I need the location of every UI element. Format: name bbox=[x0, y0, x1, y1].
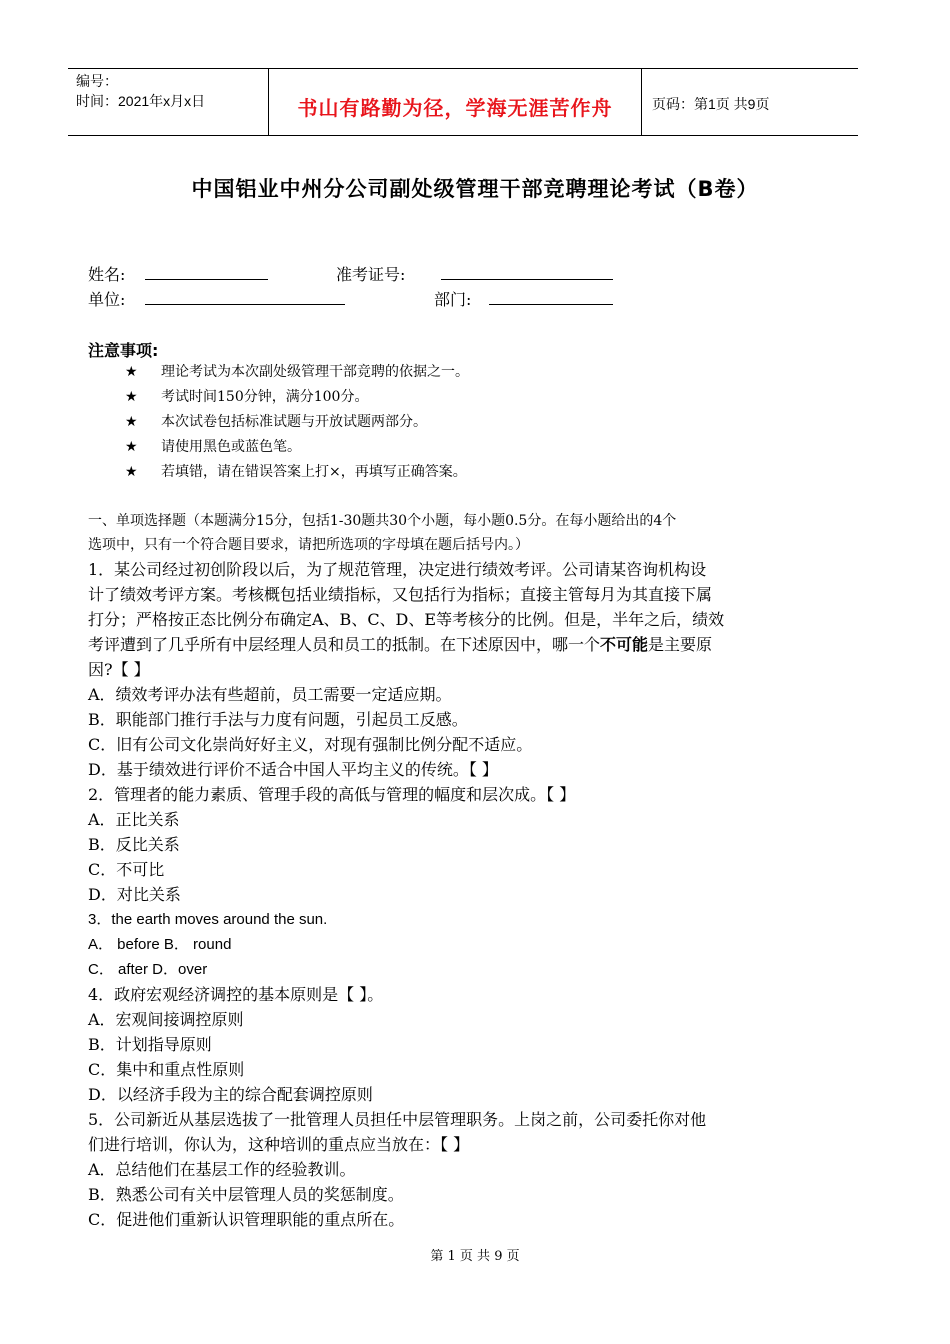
name-label: 姓名: bbox=[88, 265, 126, 284]
question-3: 3．the earth moves around the sun. bbox=[88, 911, 328, 928]
question-5-line: 们进行培训，你认为，这种培训的重点应当放在：【 】 bbox=[88, 1135, 470, 1154]
unit-label: 单位: bbox=[88, 290, 126, 309]
note-item bbox=[125, 386, 368, 406]
exam-id-field[interactable] bbox=[441, 279, 613, 280]
question-1-line: 打分；严格按正态比例分布确定A、B、C、D、E等考核分的比例。但是，半年之后，绩效 bbox=[88, 610, 725, 629]
question-1-option-b: B．职能部门推行手法与力度有问题，引起员工反感。 bbox=[88, 710, 468, 729]
document-time-label: 时间：2021年x月x日 bbox=[76, 93, 206, 109]
question-2-option-d: D．对比关系 bbox=[88, 885, 181, 904]
question-2-option-c: C．不可比 bbox=[88, 860, 165, 879]
question-4: 4．政府宏观经济调控的基本原则是【 】。 bbox=[88, 985, 384, 1004]
note-item bbox=[125, 361, 469, 381]
header-right-cell bbox=[642, 69, 858, 135]
question-3-options-ab: A． before B． round bbox=[88, 936, 232, 953]
note-item bbox=[125, 461, 467, 481]
question-1-option-d: D．基于绩效进行评价不适合中国人平均主义的传统。【 】 bbox=[88, 760, 498, 779]
dept-field[interactable] bbox=[489, 304, 613, 305]
note-text: 本次试卷包括标准试题与开放试题两部分。 bbox=[161, 414, 427, 430]
section-heading-line2: 选项中，只有一个符合题目要求，请把所选项的字母填在题后括号内。） bbox=[88, 537, 529, 553]
question-1-option-c: C．旧有公司文化崇尚好好主义，对现有强制比例分配不适应。 bbox=[88, 735, 533, 754]
question-3-options-cd: C． after D．over bbox=[88, 961, 208, 978]
note-text: 若填错，请在错误答案上打×，再填写正确答案。 bbox=[161, 464, 467, 480]
star-icon: ★ bbox=[125, 389, 138, 405]
question-1-line bbox=[88, 632, 848, 657]
question-1-line: 1．某公司经过初创阶段以后，为了规范管理，决定进行绩效考评。公司请某咨询机构设 bbox=[88, 560, 707, 579]
star-icon: ★ bbox=[125, 364, 138, 380]
star-icon: ★ bbox=[125, 439, 138, 455]
question-2-option-b: B．反比关系 bbox=[88, 835, 180, 854]
question-2-option-a: A．正比关系 bbox=[88, 810, 180, 829]
question-5-line: 5．公司新近从基层选拔了一批管理人员担任中层管理职务。上岗之前，公司委托你对他 bbox=[88, 1110, 707, 1129]
question-4-option-a: A．宏观间接调控原则 bbox=[88, 1010, 244, 1029]
question-1-answer-bracket[interactable]: 因?【 】 bbox=[88, 660, 150, 679]
header-page-number: 页码：第1页 共9页 bbox=[652, 96, 770, 112]
question-1-line: 计了绩效考评方案。考核概包括业绩指标，又包括行为指标；直接主管每月为其直接下属 bbox=[88, 585, 713, 604]
note-text: 理论考试为本次副处级管理干部竞聘的依据之一。 bbox=[161, 364, 469, 380]
question-2: 2．管理者的能力素质、管理手段的高低与管理的幅度和层次成。【 】 bbox=[88, 785, 576, 804]
note-text: 考试时间150分钟，满分100分。 bbox=[161, 389, 369, 405]
page-footer: 第 1 页 共 9 页 bbox=[430, 1249, 520, 1264]
notes-title: 注意事项: bbox=[88, 341, 159, 360]
exam-id-label: 准考证号: bbox=[336, 265, 406, 284]
note-item bbox=[125, 436, 301, 456]
header-left-cell bbox=[68, 69, 269, 135]
note-item bbox=[125, 411, 427, 431]
question-4-option-b: B．计划指导原则 bbox=[88, 1035, 212, 1054]
question-5-option-c: C．促进他们重新认识管理职能的重点所在。 bbox=[88, 1210, 405, 1229]
star-icon: ★ bbox=[125, 414, 138, 430]
header-motto: 书山有路勤为径，学海无涯苦作舟 bbox=[297, 96, 613, 120]
document-number-label: 编号： bbox=[76, 73, 118, 89]
question-1-option-a: A．绩效考评办法有些超前，员工需要一定适应期。 bbox=[88, 685, 452, 704]
unit-field[interactable] bbox=[145, 304, 345, 305]
note-text: 请使用黑色或蓝色笔。 bbox=[161, 439, 301, 455]
dept-label: 部门: bbox=[434, 290, 472, 309]
exam-title: 中国铝业中州分公司副处级管理干部竞聘理论考试（B卷） bbox=[191, 177, 759, 201]
star-icon: ★ bbox=[125, 464, 138, 480]
question-1-text: 考评遭到了几乎所有中层经理人员和员工的抵制。在下述原因中，哪一个 bbox=[88, 635, 601, 654]
question-1-text: 是主要原 bbox=[648, 635, 713, 654]
name-field[interactable] bbox=[145, 279, 268, 280]
question-4-option-d: D．以经济手段为主的综合配套调控原则 bbox=[88, 1085, 373, 1104]
question-1-emphasis: 不可能 bbox=[600, 635, 649, 654]
question-4-option-c: C．集中和重点性原则 bbox=[88, 1060, 245, 1079]
header-motto-cell bbox=[269, 69, 642, 135]
question-5-option-a: A．总结他们在基层工作的经验教训。 bbox=[88, 1160, 356, 1179]
question-5-option-b: B．熟悉公司有关中层管理人员的奖惩制度。 bbox=[88, 1185, 404, 1204]
section-heading-line1: 一、单项选择题（本题满分15分，包括1-30题共30个小题，每小题0.5分。在每小题给出的4个 bbox=[88, 513, 677, 529]
page-header bbox=[68, 68, 858, 136]
